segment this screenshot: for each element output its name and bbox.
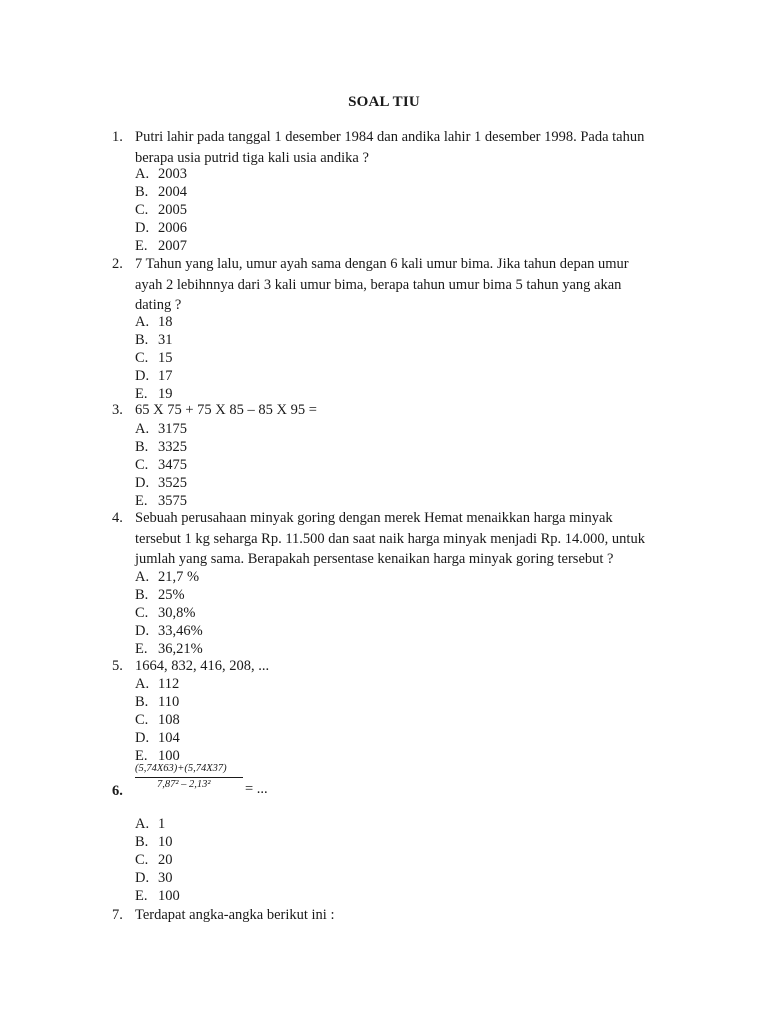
option-letter: C. xyxy=(135,202,149,218)
question-line: Putri lahir pada tanggal 1 desember 1984 dan andika lahir 1 desember 1998. Pada tahun xyxy=(135,129,645,145)
options-list xyxy=(135,568,435,658)
option-value: 21,7 % xyxy=(158,569,200,585)
option-d xyxy=(135,729,435,747)
option-letter: E. xyxy=(135,641,148,657)
option-letter: D. xyxy=(135,870,150,886)
page-title: SOAL TIU xyxy=(348,94,420,110)
option-c xyxy=(135,201,435,219)
option-value: 3525 xyxy=(158,475,187,491)
option-value: 110 xyxy=(158,694,180,710)
option-value: 3475 xyxy=(158,457,187,473)
option-value: 18 xyxy=(158,314,173,330)
option-value: 100 xyxy=(158,888,180,904)
question-line: 65 X 75 + 75 X 85 – 85 X 95 = xyxy=(135,402,317,418)
option-c xyxy=(135,711,435,729)
fraction-denominator: 7,87² – 2,13² xyxy=(157,779,211,790)
option-letter: A. xyxy=(135,816,150,832)
options-list xyxy=(135,313,435,403)
option-value: 104 xyxy=(158,730,180,746)
option-d xyxy=(135,219,435,237)
option-value: 30,8% xyxy=(158,605,196,621)
question-line: tersebut 1 kg seharga Rp. 11.500 dan saat naik harga minyak menjadi Rp. 14.000, untuk xyxy=(135,530,645,547)
option-value: 2006 xyxy=(158,220,187,236)
option-c xyxy=(135,349,435,367)
option-letter: B. xyxy=(135,694,149,710)
option-value: 3575 xyxy=(158,493,187,509)
option-value: 2007 xyxy=(158,238,187,254)
option-letter: C. xyxy=(135,605,149,621)
question-line: 1664, 832, 416, 208, ... xyxy=(135,658,270,674)
question-line: Terdapat angka-angka berikut ini : xyxy=(135,907,335,923)
fraction-expression xyxy=(135,762,335,802)
option-letter: D. xyxy=(135,475,150,491)
option-value: 108 xyxy=(158,712,180,728)
option-b xyxy=(135,438,435,456)
option-letter: B. xyxy=(135,834,149,850)
option-d xyxy=(135,622,435,640)
option-value: 10 xyxy=(158,834,173,850)
option-letter: D. xyxy=(135,730,150,746)
question-number: 5. xyxy=(112,658,123,674)
option-d xyxy=(135,474,435,492)
fraction-numerator: (5,74X63)+(5,74X37) xyxy=(135,763,227,774)
option-e xyxy=(135,237,435,255)
options-list xyxy=(135,165,435,255)
question-text xyxy=(135,656,675,677)
question-text xyxy=(135,400,675,421)
question-text xyxy=(135,905,675,926)
fraction-equals: = ... xyxy=(245,781,268,797)
option-d xyxy=(135,869,435,887)
options-list xyxy=(135,675,435,765)
option-c xyxy=(135,851,435,869)
option-letter: C. xyxy=(135,852,149,868)
question-number: 7. xyxy=(112,907,123,923)
option-letter: A. xyxy=(135,166,150,182)
option-b xyxy=(135,183,435,201)
option-letter: A. xyxy=(135,569,150,585)
options-list xyxy=(135,815,435,905)
question-line: berapa usia putrid tiga kali usia andika ? xyxy=(135,149,369,166)
option-value: 2004 xyxy=(158,184,187,200)
option-a xyxy=(135,568,435,586)
option-letter: D. xyxy=(135,220,150,236)
option-letter: E. xyxy=(135,888,148,904)
option-a xyxy=(135,165,435,183)
option-a xyxy=(135,313,435,331)
option-value: 15 xyxy=(158,350,173,366)
option-a xyxy=(135,420,435,438)
question-line: ayah 2 lebihnnya dari 3 kali umur bima, berapa tahun umur bima 5 tahun yang akan xyxy=(135,276,622,293)
option-letter: A. xyxy=(135,421,150,437)
question-text xyxy=(135,508,675,570)
option-b xyxy=(135,586,435,604)
option-value: 30 xyxy=(158,870,173,886)
option-value: 33,46% xyxy=(158,623,203,639)
option-e xyxy=(135,887,435,905)
question-line: jumlah yang sama. Berapakah persentase kenaikan harga minyak goring tersebut ? xyxy=(135,551,614,567)
option-letter: A. xyxy=(135,314,150,330)
question-number: 3. xyxy=(112,402,123,418)
option-c xyxy=(135,604,435,622)
option-value: 20 xyxy=(158,852,173,868)
option-letter: B. xyxy=(135,184,149,200)
question-text xyxy=(135,254,675,316)
option-value: 25% xyxy=(158,587,185,603)
option-value: 3325 xyxy=(158,439,187,455)
question-number: 6. xyxy=(112,783,123,799)
option-letter: C. xyxy=(135,457,149,473)
option-letter: B. xyxy=(135,587,149,603)
option-value: 19 xyxy=(158,386,173,402)
option-value: 2005 xyxy=(158,202,187,218)
option-letter: D. xyxy=(135,623,150,639)
option-letter: C. xyxy=(135,712,149,728)
option-value: 3175 xyxy=(158,421,187,437)
option-value: 112 xyxy=(158,676,180,692)
option-value: 36,21% xyxy=(158,641,203,657)
option-b xyxy=(135,331,435,349)
option-b xyxy=(135,693,435,711)
option-letter: E. xyxy=(135,238,148,254)
question-number: 2. xyxy=(112,256,123,272)
option-c xyxy=(135,456,435,474)
option-letter: D. xyxy=(135,368,150,384)
options-list xyxy=(135,420,435,510)
option-letter: B. xyxy=(135,332,149,348)
option-value: 1 xyxy=(158,816,166,832)
option-letter: A. xyxy=(135,676,150,692)
option-value: 17 xyxy=(158,368,173,384)
option-letter: E. xyxy=(135,386,148,402)
option-d xyxy=(135,367,435,385)
question-text xyxy=(135,127,675,168)
question-line: 7 Tahun yang lalu, umur ayah sama dengan 6 kali umur bima. Jika tahun depan umur xyxy=(135,256,629,272)
option-letter: C. xyxy=(135,350,149,366)
option-letter: B. xyxy=(135,439,149,455)
option-value: 31 xyxy=(158,332,173,348)
option-letter: E. xyxy=(135,748,148,764)
option-value: 2003 xyxy=(158,166,187,182)
option-a xyxy=(135,815,435,833)
question-line: Sebuah perusahaan minyak goring dengan merek Hemat menaikkan harga minyak xyxy=(135,510,613,526)
question-number: 1. xyxy=(112,129,123,145)
question-number: 4. xyxy=(112,510,123,526)
option-a xyxy=(135,675,435,693)
option-letter: E. xyxy=(135,493,148,509)
question-line: dating ? xyxy=(135,297,182,313)
option-value: 100 xyxy=(158,748,180,764)
option-b xyxy=(135,833,435,851)
